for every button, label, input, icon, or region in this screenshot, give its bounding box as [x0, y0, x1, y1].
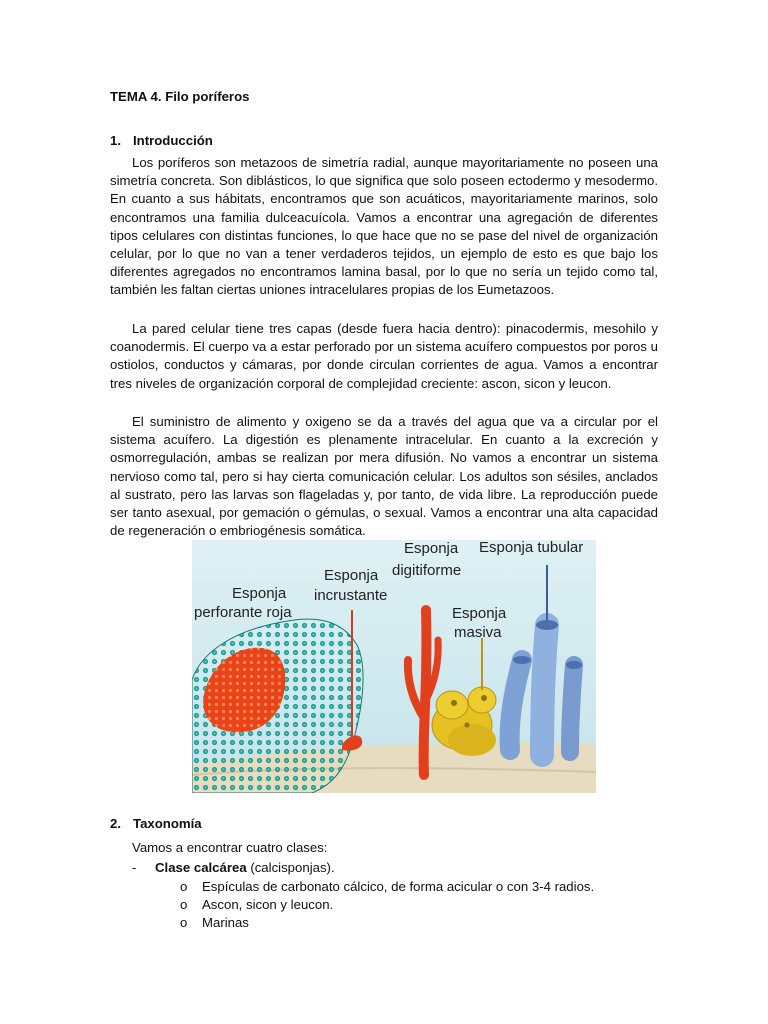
circle-bullet: o — [180, 879, 188, 894]
sponge-illustration-svg — [192, 540, 596, 793]
sub-list-text: Ascon, sicon y leucon. — [202, 897, 334, 912]
paragraph-3: El suministro de alimento y oxigeno se da a través del agua que va a circular por el sistema acuífero. La digestión es plenamente intracelular. En cuanto a la excreción y osmorregulación, ambas se realizan por mera difusión. No vamos a encontrar un sistema nervioso como tal, pero si hay cierta comunicación celular. Los adultos son sésiles, anclados al sustrato, pero las larvas son flageladas y, por tanto, de vida libre. La reproducción puede ser tanto asexual, por gemación o gémulas, o sexual. Vamos a encontrar una alta capacidad de regeneración o embriogénesis somática. — [110, 414, 658, 539]
label-masiva: masiva — [454, 624, 502, 641]
label-esponja-digitiforme: Esponja — [404, 540, 459, 557]
section-heading-introduccion — [110, 133, 213, 148]
circle-bullet: o — [180, 915, 188, 930]
sub-list-item — [180, 915, 249, 930]
label-esponja-perforante: Esponja — [232, 585, 287, 602]
sub-list-text: Espículas de carbonato cálcico, de forma acicular o con 3-4 radios. — [202, 879, 595, 894]
sub-list-item — [180, 879, 594, 894]
circle-bullet: o — [180, 897, 188, 912]
section-title: Introducción — [133, 133, 213, 148]
label-esponja-incrustante: Esponja — [324, 567, 379, 584]
taxonomy-intro: Vamos a encontrar cuatro clases: — [132, 840, 328, 855]
class-description: (calcisponjas). — [246, 860, 335, 875]
section-number: 1. — [110, 133, 121, 148]
class-name: Clase calcárea — [155, 860, 247, 875]
label-esponja-tubular: Esponja tubular — [479, 540, 584, 556]
dash-bullet: - — [132, 860, 137, 875]
label-incrustante: incrustante — [314, 587, 388, 604]
paragraph-2: La pared celular tiene tres capas (desde fuera hacia dentro): pinacodermis, mesohilo y coanodermis. El cuerpo va a estar perforado por un sistema acuífero compuestos por poros u ostiolos, conductos y cámaras, por donde circulan corrientes de agua. Vamos a encontrar tres niveles de organización corporal de complejidad creciente: ascon, sicon y leucon. — [110, 321, 658, 391]
sub-list-text: Marinas — [202, 915, 249, 930]
section-heading-taxonomia — [110, 816, 202, 831]
label-digitiforme: digitiforme — [392, 562, 462, 579]
sub-list-item — [180, 897, 333, 912]
label-perforante-roja: perforante roja — [194, 604, 292, 621]
section-title: Taxonomía — [133, 816, 202, 831]
paragraph-1: Los poríferos son metazoos de simetría radial, aunque mayoritariamente no poseen una simetría concreta. Son diblásticos, lo que significa que solo poseen ectodermo y mesodermo. En cuanto a sus hábitats, encontramos que son acuáticos, mayoritariamente marinos, solo encontramos una familia dulceacuícola. Vamos a encontrar una agregación de diferentes tipos celulares con distintas funciones, lo que hace que no se pase del nivel de organización celular, por lo que no van a tener verdaderos tejidos, un ejemplo de esto es que bajo los diferentes agregados no encontramos lamina basal, por lo que no sería un tejido como tal, también les faltan ciertas uniones intracelulares propias de los Eumetazoos. — [110, 155, 658, 298]
section-number: 2. — [110, 816, 121, 831]
sponge-illustration — [192, 540, 596, 793]
class-list-item — [132, 860, 335, 875]
label-esponja-masiva: Esponja — [452, 605, 507, 622]
document-title: TEMA 4. Filo poríferos — [110, 89, 250, 104]
